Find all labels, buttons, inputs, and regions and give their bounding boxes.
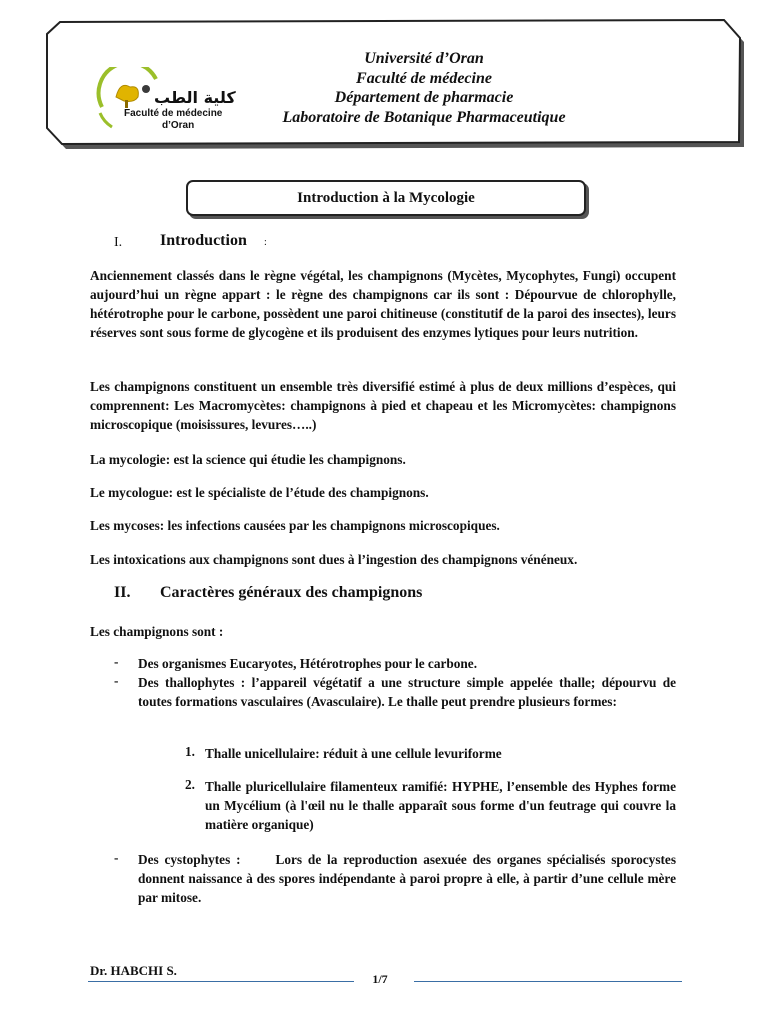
faculty-name: Faculté de médecine	[356, 69, 492, 87]
numbered-item-2-number: 2.	[185, 777, 195, 792]
page-number: 1/7	[372, 972, 388, 986]
bullet-dash: -	[114, 673, 119, 688]
numbered-item-2-text: Thalle pluricellulaire filamenteux ramifié: HYPHE, l’ensemble des Hyphes forme un Mycélium (à l'œil nu le thalle apparaît sous forme d'un feutrage qui couvre la matière organique)	[205, 779, 676, 832]
faculty-logo	[94, 67, 236, 147]
bullet-dash: -	[114, 654, 119, 669]
paragraph-5: Les mycoses: les infections causées par les champignons microscopiques.	[90, 518, 500, 533]
logo-french-line2: d’Oran	[162, 120, 195, 131]
footer-rule-left	[88, 981, 354, 982]
section2-number: II.	[114, 584, 131, 601]
section2-title: Caractères généraux des champignons	[160, 584, 423, 601]
header-box	[44, 19, 744, 149]
university-name: Université d’Oran	[364, 50, 484, 67]
section1-title: Introduction	[160, 232, 247, 249]
bullet-item-3: Des cystophytes : Lors de la reproduction asexuée des organes spécialisés sporocystes donnent naissance à des spores indépendante à paroi propre à elle, à partir d’une cellule mère par mitose.	[138, 852, 680, 905]
numbered-item-1-text: Thalle unicellulaire: réduit à une cellule levuriforme	[205, 746, 502, 761]
logo-emblem-icon	[94, 67, 232, 147]
bullet-item-2: Des thallophytes : l’appareil végétatif a une structure simple appelée thalle; dépourvu de toutes formations vasculaires (Avasculaire). Le thalle peut prendre plusieurs formes:	[138, 675, 676, 709]
bullet-item-1: Des organismes Eucaryotes, Hétérotrophes pour le carbone.	[138, 656, 478, 671]
paragraph-6: Les intoxications aux champignons sont dues à l’ingestion des champignons vénéneux.	[90, 552, 578, 567]
paragraph-4: Le mycologue: est le spécialiste de l’étude des champignons.	[90, 485, 429, 500]
section2-intro: Les champignons sont :	[90, 624, 224, 639]
department-name: Département de pharmacie	[334, 89, 514, 106]
footer-author: Dr. HABCHI S.	[90, 963, 177, 978]
section1-colon: :	[264, 237, 267, 248]
logo-arabic-text: كلية الطب	[154, 88, 236, 107]
paragraph-2: Les champignons constituent un ensemble très diversifié estimé à plus de deux millions d’espèces, qui comprennent: Les Macromycètes: champignons à pied et chapeau et les Micromycètes: champignons microscopique (moisissures, levures…..)	[90, 379, 676, 432]
header-text	[244, 49, 604, 127]
laboratory-name: Laboratoire de Botanique Pharmaceutique	[282, 108, 566, 126]
paragraph-3: La mycologie: est la science qui étudie les champignons.	[90, 452, 406, 467]
bullet-dash: -	[114, 850, 119, 865]
paragraph-1: Anciennement classés dans le règne végétal, les champignons (Mycètes, Mycophytes, Fungi) occupent aujourd’hui un règne appart : le règne des champignons car ils sont : Dépourvue de chlorophylle, hétérotrophe pour le carbone, possèdent une paroi chitineuse (constitutif de la paroi des insectes), leurs réserves sont sous forme de glycogène et ils produisent des enzymes lytiques pour leurs nutrition.	[90, 268, 676, 340]
footer-rule-right	[414, 981, 682, 982]
document-title: Introduction à la Mycologie	[186, 180, 586, 216]
numbered-item-1-number: 1.	[185, 744, 195, 759]
section1-number: I.	[114, 235, 123, 250]
logo-french-line1: Faculté de médecine	[124, 108, 223, 119]
